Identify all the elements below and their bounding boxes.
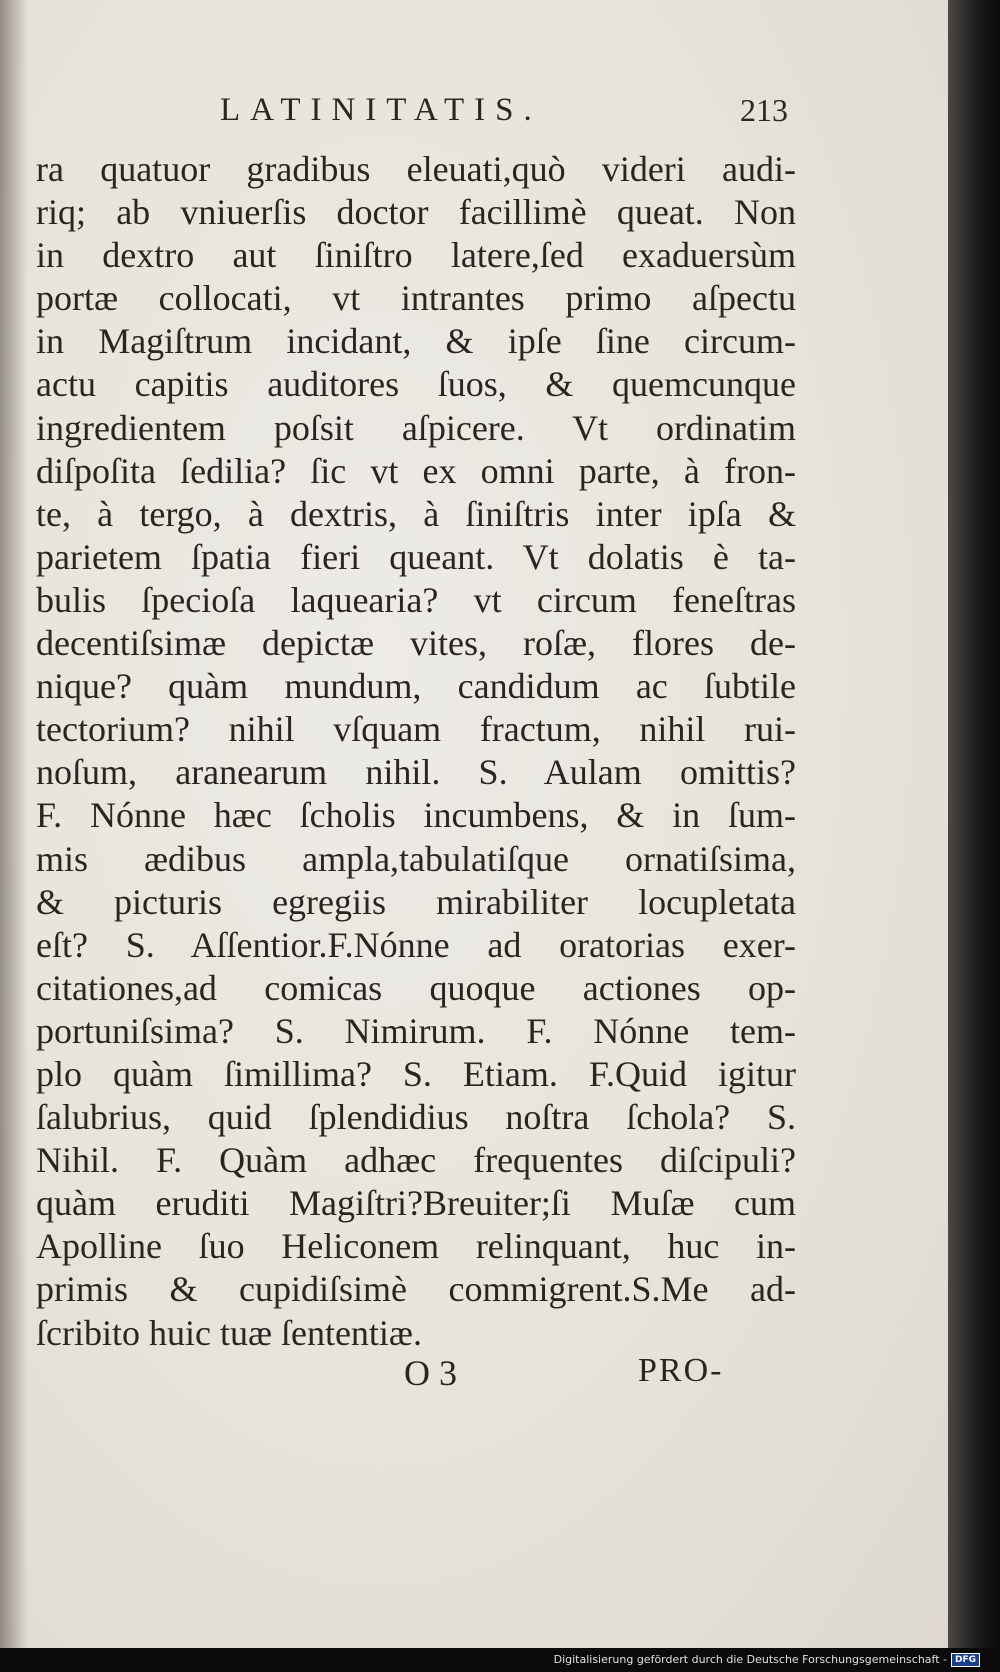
catchword: PRO-	[638, 1352, 724, 1389]
text-line: te, à tergo, à dextris, à ſiniſtris inter ipſa &	[36, 493, 796, 534]
text-line: tectorium? nihil vſquam fractum, nihil rui-	[36, 709, 796, 750]
body-text	[36, 148, 796, 1355]
text-line: in Magiſtrum incidant, & ipſe ſine circum-	[36, 321, 796, 362]
page-number: 213	[740, 92, 788, 128]
text-line: quàm eruditi Magiſtri?Breuiter;ſi Muſæ cum	[36, 1183, 796, 1224]
running-title: LATINITATIS.	[220, 92, 542, 128]
text-line: Nihil. F. Quàm adhæc frequentes diſcipuli?	[36, 1140, 796, 1181]
credit-text: Digitalisierung gefördert durch die Deutsche Forschungsgemeinschaft -	[553, 1653, 947, 1666]
text-line: ra quatuor gradibus eleuati,quò videri audi-	[36, 149, 796, 189]
text-line: riq; ab vniuerſis doctor facillimè queat. Non	[36, 192, 796, 233]
text-line: F. Nónne hæc ſcholis incumbens, & in ſum-	[36, 795, 796, 836]
text-line: noſum, aranearum nihil. S. Aulam omittis?	[36, 752, 796, 793]
page-footer	[0, 1352, 948, 1412]
text-line: plo quàm ſimillima? S. Etiam. F.Quid igitur	[36, 1053, 796, 1094]
text-line: eſt? S. Aſſentior.F.Nónne ad oratorias exer-	[36, 924, 796, 965]
text-line: Apolline ſuo Heliconem relinquant, huc in-	[36, 1226, 796, 1267]
text-line: & picturis egregiis mirabiliter locupletata	[36, 881, 796, 922]
text-line: ingredientem poſsit aſpicere. Vt ordinatim	[36, 407, 796, 448]
digitization-credit	[554, 1650, 980, 1670]
text-line: bulis ſpecioſa laquearia? vt circum feneſtras	[36, 579, 796, 620]
text-line: nique? quàm mundum, candidum ac ſubtile	[36, 666, 796, 707]
text-line: ſalubrius, quid ſplendidius noſtra ſchola? S.	[36, 1097, 796, 1138]
text-line: decentiſsimæ depictæ vites, roſæ, flores de-	[36, 623, 796, 664]
text-line: diſpoſita ſedilia? ſic vt ex omni parte, à fron-	[36, 450, 796, 491]
text-line: citationes,ad comicas quoque actiones op-	[36, 967, 796, 1008]
text-line: parietem ſpatia fieri queant. Vt dolatis è ta-	[36, 536, 796, 577]
text-line: actu capitis auditores ſuos, & quemcunque	[36, 364, 796, 405]
text-line: in dextro aut ſiniſtro latere,ſed exaduersùm	[36, 235, 796, 276]
page-edge	[948, 0, 1000, 1648]
text-line: portuniſsima? S. Nimirum. F. Nónne tem-	[36, 1010, 796, 1051]
text-line: ſcribito huic tuæ ſententiæ.	[36, 1312, 422, 1353]
signature-mark: O 3	[404, 1353, 457, 1393]
dfg-logo-icon: DFG	[951, 1653, 980, 1667]
text-line: portæ collocati, vt intrantes primo aſpectu	[36, 278, 796, 319]
text-line: primis & cupidiſsimè commigrent.S.Me ad-	[36, 1269, 796, 1310]
text-line: mis ædibus ampla,tabulatiſque ornatiſsima,	[36, 838, 796, 879]
